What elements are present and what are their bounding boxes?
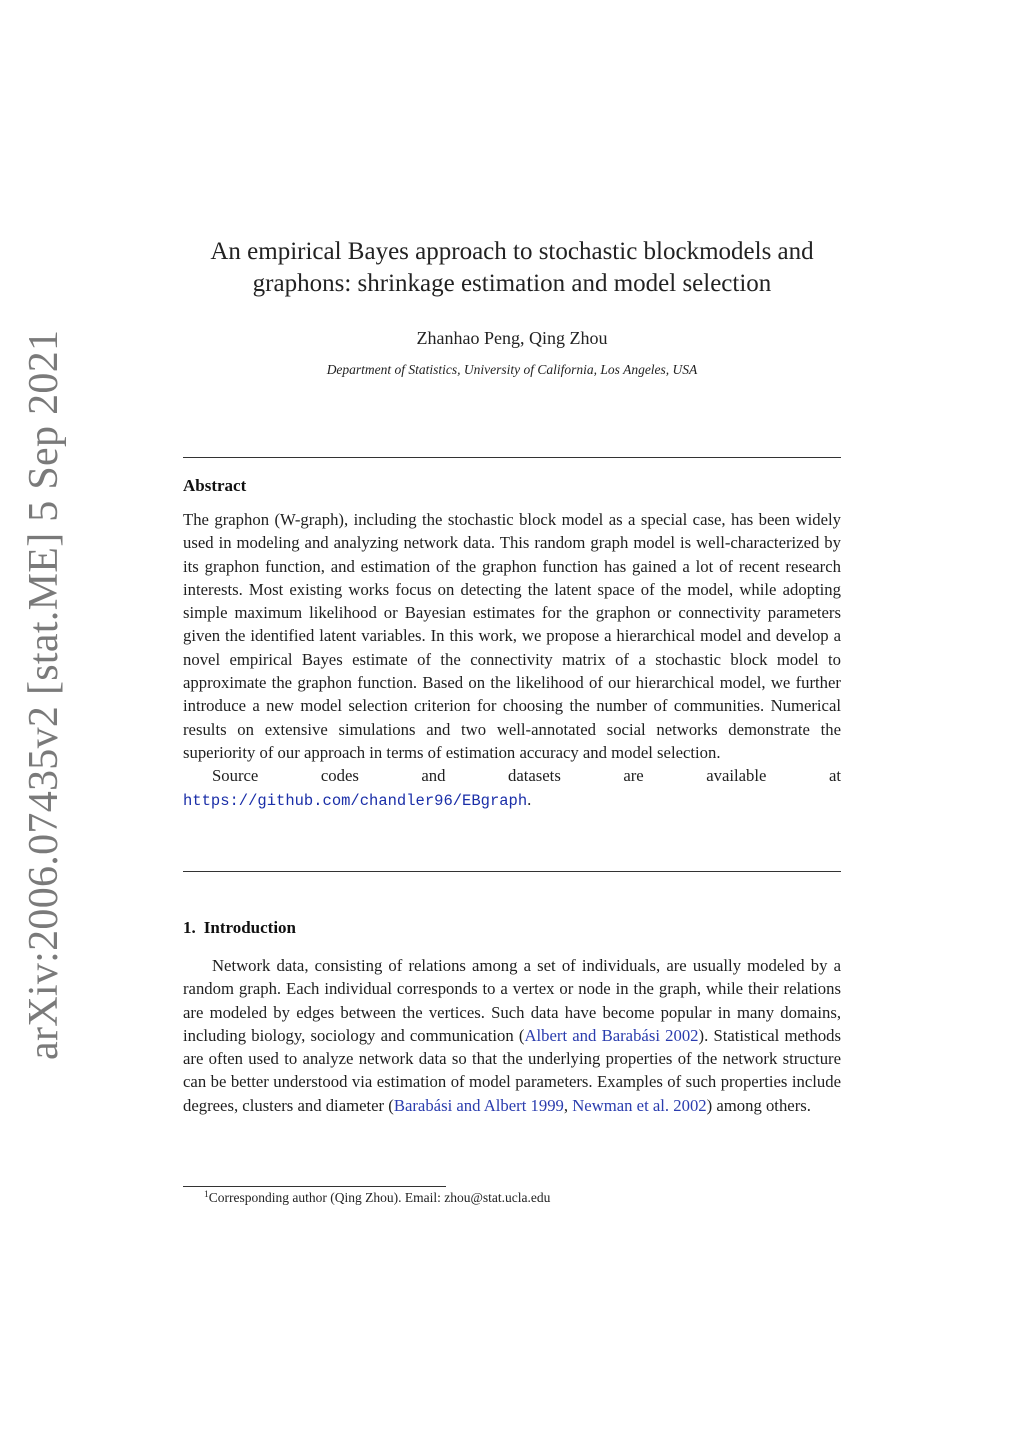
affiliation: Department of Statistics, University of California, Los Angeles, USA [326, 362, 698, 377]
source-code-text: Source codes and datasets are available at [212, 766, 841, 786]
section-number: 1. [183, 918, 196, 937]
citation-albert-barabasi-2002[interactable]: Albert and Barabási 2002 [524, 1025, 699, 1045]
paper-title [150, 236, 874, 300]
author-list: Zhanhao Peng, Qing Zhou [416, 328, 608, 348]
section-title-text: Introduction [203, 918, 297, 937]
footnote-mark: 1 [204, 1190, 209, 1200]
abstract-paragraph: The graphon (W-graph), including the stochastic block model as a special case, has been widely used in modeling and analyzing network data. This random graph model is well-characterized by its graphon function, and estimation of the graphon function has gained a lot of recent research interests. Most existing works focus on detecting the latent space of the model, while adopting simple maximum likelihood or Bayesian estimates for the graphon or connectivity parameters given the identified latent variables. In this work, we propose a hierarchical model and develop a novel empirical Bayes estimate of the connectivity matrix of a stochastic block model to approximate the graphon function. Based on the likelihood of our hierarchical model, we further introduce a new model selection criterion for choosing the number of communities. Numerical results on extensive simulations and two well-annotated social networks demonstrate the superiority of our approach in terms of estimation accuracy and model selection. [183, 510, 841, 762]
abstract-body [183, 508, 841, 813]
source-code-paragraph [183, 764, 841, 813]
intro-text-part-1: Network data, consisting of relations among a set of individuals, are usually modeled by a random graph. Each individual corresponds to a vertex or node in the graph, while their relations are modeled by edges between the vertices. Such data have become popular in many domains, including biology, sociology and communication ( [183, 956, 841, 1045]
intro-text-part-3: ) among others. [706, 1095, 811, 1115]
abstract-top-rule [183, 457, 841, 458]
footnote-text: Corresponding author (Qing Zhou). Email: zhou@stat.ucla.edu [208, 1190, 551, 1205]
citation-separator: , [563, 1095, 573, 1115]
source-code-period: . [527, 789, 532, 809]
title-line-1: An empirical Bayes approach to stochastic blockmodels and [210, 238, 814, 265]
abstract-heading: Abstract [183, 476, 247, 495]
footnote-rule [183, 1186, 446, 1187]
title-line-2: graphons: shrinkage estimation and model selection [252, 270, 772, 297]
abstract-bottom-rule [183, 871, 841, 872]
arxiv-identifier-stamp: arXiv:2006.07435v2 [stat.ME] 5 Sep 2021 [21, 329, 67, 1060]
citation-newman-2002[interactable]: Newman et al. 2002 [572, 1095, 707, 1115]
citation-barabasi-albert-1999[interactable]: Barabási and Albert 1999 [393, 1095, 564, 1115]
intro-text-part-2: ). Statistical methods are often used to analyze network data so that the underlying properties of the network structure can be better understood via estimation of model parameters. Examples of such properties include degrees, clusters and diameter ( [183, 1025, 842, 1115]
github-link[interactable]: https://github.com/chandler96/EBgraph [183, 791, 528, 810]
section-heading-introduction [183, 918, 296, 938]
introduction-paragraph [183, 954, 841, 1117]
footnote [204, 1190, 550, 1206]
